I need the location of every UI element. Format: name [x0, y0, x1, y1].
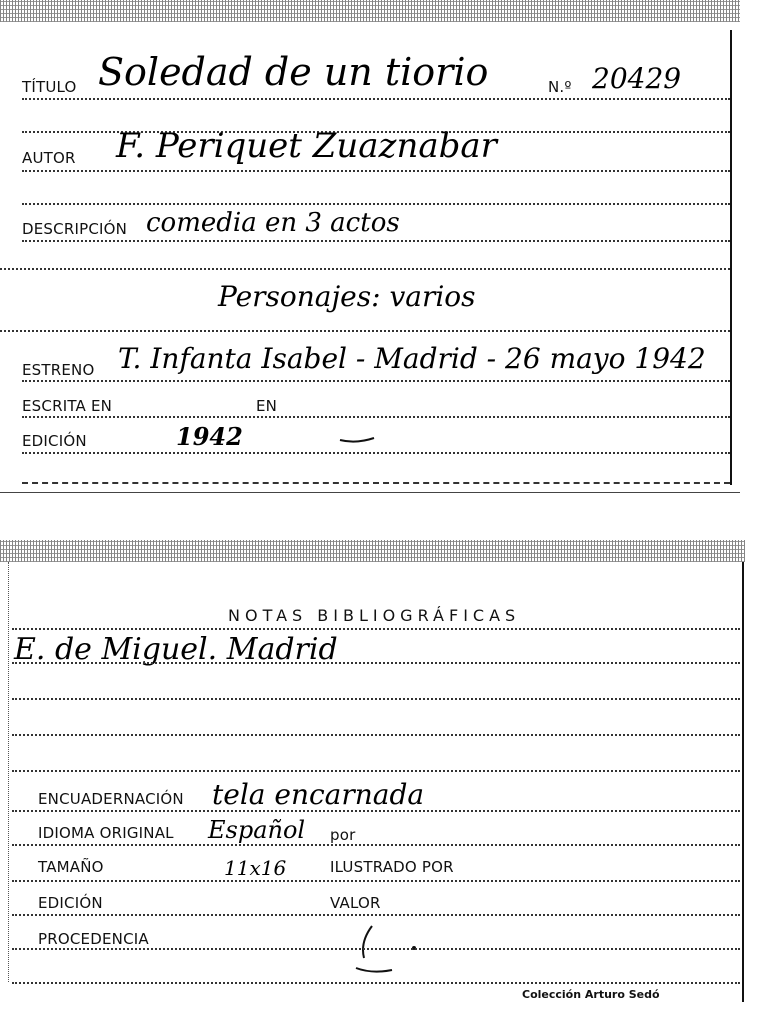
card-separator — [0, 492, 740, 493]
label-edicion: EDICIÓN — [22, 432, 87, 450]
label-descripcion: DESCRIPCIÓN — [22, 220, 128, 238]
ruled-line — [12, 770, 740, 772]
label-valor: VALOR — [330, 894, 381, 912]
ruled-line — [0, 330, 730, 332]
value-encuadernacion: tela encarnada — [212, 778, 425, 811]
label-edicion-2: EDICIÓN — [38, 894, 103, 912]
value-notas: E. de Miguel. Madrid — [14, 632, 338, 667]
card-edge-noise — [0, 540, 745, 562]
value-numero: 20429 — [592, 62, 682, 95]
value-autor: F. Periquet Zuaznabar — [116, 126, 497, 166]
ink-mark — [352, 922, 422, 982]
value-personajes: Personajes: varios — [218, 280, 476, 313]
catalog-card-top — [0, 0, 740, 492]
ruled-line — [22, 98, 730, 100]
label-titulo: TÍTULO — [22, 78, 77, 96]
ruled-line — [12, 810, 740, 812]
ruled-line — [12, 662, 740, 664]
label-tamano: TAMAÑO — [38, 858, 104, 876]
value-estreno: T. Infanta Isabel - Madrid - 26 mayo 1942 — [118, 342, 706, 375]
ruled-line — [12, 982, 740, 984]
label-encuadernacion: ENCUADERNACIÓN — [38, 790, 184, 808]
label-procedencia: PROCEDENCIA — [38, 930, 149, 948]
ruled-line — [12, 880, 740, 882]
catalog-card-bottom — [0, 538, 745, 1008]
label-ilustrado: ILUSTRADO POR — [330, 858, 454, 876]
ruled-line — [22, 380, 730, 382]
ruled-line — [22, 203, 730, 205]
label-escrita-en: ESCRITA EN — [22, 397, 113, 415]
notas-heading: NOTAS BIBLIOGRÁFICAS — [228, 606, 521, 625]
ink-dash — [338, 432, 378, 446]
ruled-line — [12, 734, 740, 736]
label-idioma: IDIOMA ORIGINAL — [38, 824, 174, 842]
value-titulo: Soledad de un tiorio — [98, 50, 489, 94]
ruled-line — [22, 416, 730, 418]
ruled-line — [22, 170, 730, 172]
ruled-line — [12, 948, 740, 950]
value-descripcion: comedia en 3 actos — [146, 208, 400, 238]
ruled-line — [12, 914, 740, 916]
label-autor: AUTOR — [22, 149, 76, 167]
ruled-line — [0, 268, 730, 270]
label-numero: N.º — [548, 78, 572, 96]
value-idioma: Español — [208, 816, 306, 844]
value-tamano: 11x16 — [224, 856, 287, 880]
value-edicion: 1942 — [176, 422, 243, 451]
ruled-line — [22, 482, 730, 484]
ruled-line — [12, 628, 740, 630]
ruled-line — [22, 240, 730, 242]
collection-stamp: Colección Arturo Sedó — [522, 988, 660, 1001]
ruled-line — [12, 698, 740, 700]
label-en: EN — [256, 397, 278, 415]
ruled-line — [12, 844, 740, 846]
label-estreno: ESTRENO — [22, 361, 95, 379]
card-edge-noise — [0, 0, 740, 22]
label-por: por — [330, 826, 356, 844]
ruled-line — [22, 452, 730, 454]
